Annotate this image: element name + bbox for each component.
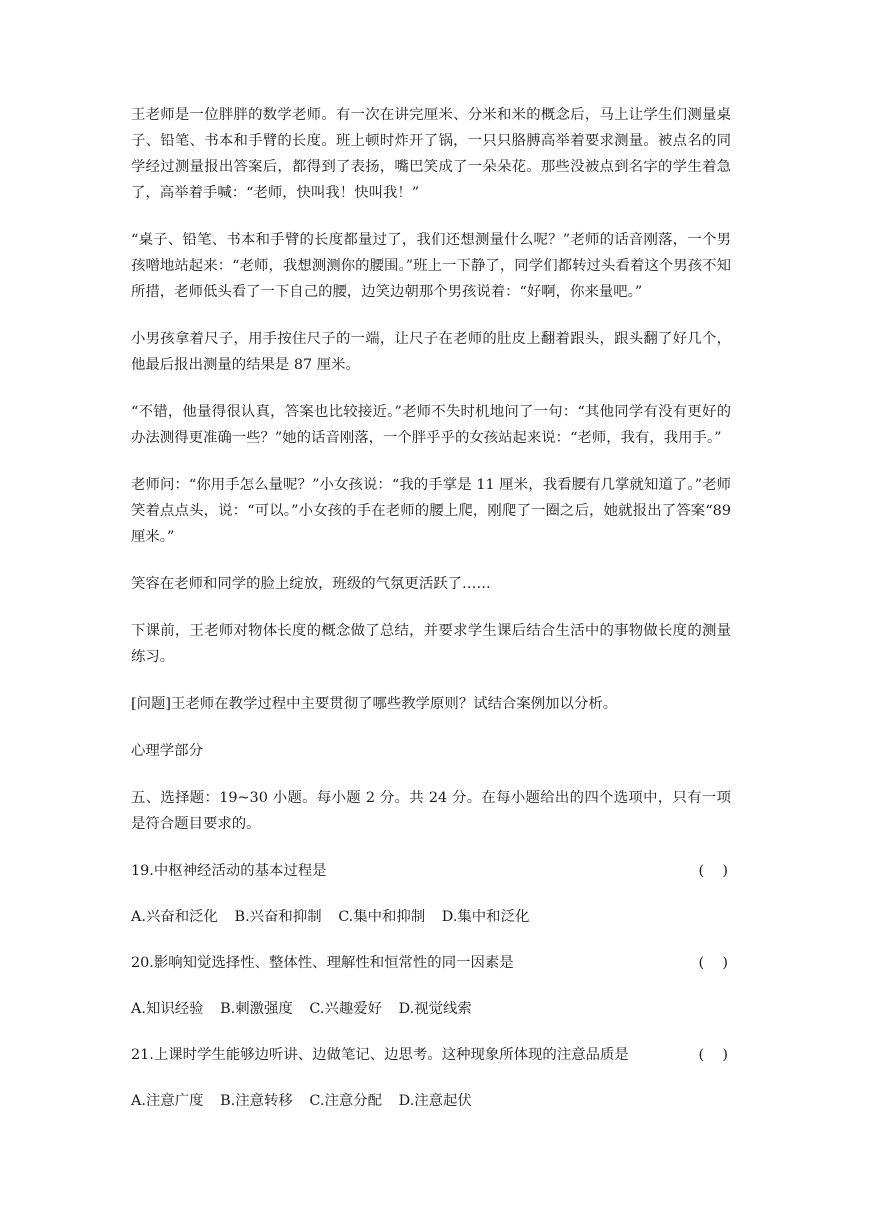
question-20 — [131, 950, 731, 976]
question-19 — [131, 858, 731, 884]
question-19-option-c: C.集中和抑制 — [338, 909, 426, 925]
section-heading: 心理学部分 — [131, 743, 203, 759]
case-paragraph-3: 小男孩拿着尺子，用手按住尺子的一端，让尺子在老师的肚皮上翻着跟头，跟头翻了好几个，他最后报出测量的结果是 87 厘米。 — [131, 331, 731, 373]
case-paragraph-2: “桌子、铅笔、书本和手臂的长度都量过了，我们还想测量什么呢？”老师的话音刚落，一个男孩噌地站起来：“老师，我想测测你的腰围。”班上一下静了，同学们都转过头看着这个男孩不知所措，老师低头看了一下自己的腰，边笑边朝那个男孩说着：“好啊，你来量吧。” — [131, 232, 731, 300]
question-20-answer-blank: ( ) — [698, 955, 728, 971]
case-paragraph-5: 老师问：“你用手怎么量呢？”小女孩说：“我的手掌是 11 厘米，我看腰有几掌就知道了。”老师笑着点点头，说：“可以。”小女孩的手在老师的腰上爬，刚爬了一圈之后，她就报出了答案“89 厘米。” — [131, 477, 731, 545]
question-21-text: 21.上课时学生能够边听讲、边做笔记、边思考。这种现象所体现的注意品质是 — [131, 1047, 629, 1063]
case-paragraph-7: 下课前，王老师对物体长度的概念做了总结，并要求学生课后结合生活中的事物做长度的测量练习。 — [131, 623, 731, 665]
question-20-option-a: A.知识经验 — [131, 1001, 204, 1017]
question-20-option-c: C.兴趣爱好 — [309, 1001, 383, 1017]
question-19-option-b: B.兴奋和抑制 — [234, 909, 322, 925]
case-question: [问题]王老师在教学过程中主要贯彻了哪些教学原则？试结合案例加以分析。 — [131, 696, 618, 712]
question-20-text: 20.影响知觉选择性、整体性、理解性和恒常性的同一因素是 — [131, 955, 514, 971]
question-19-answer-blank: ( ) — [698, 863, 728, 879]
question-20-option-b: B.刺激强度 — [220, 1001, 293, 1017]
question-21 — [131, 1042, 731, 1068]
question-20-options — [131, 996, 731, 1022]
question-21-options — [131, 1088, 731, 1114]
question-19-options — [131, 904, 731, 930]
question-20-option-d: D.视觉线索 — [398, 1001, 472, 1017]
case-paragraph-6: 笑容在老师和同学的脸上绽放，班级的气氛更活跃了…… — [131, 576, 491, 592]
question-21-option-a: A.注意广度 — [131, 1093, 204, 1109]
question-21-option-c: C.注意分配 — [309, 1093, 383, 1109]
document-content — [131, 102, 731, 1134]
question-21-answer-blank: ( ) — [698, 1047, 728, 1063]
case-paragraph-1: 王老师是一位胖胖的数学老师。有一次在讲完厘米、分米和米的概念后，马上让学生们测量桌子、铅笔、书本和手臂的长度。班上顿时炸开了锅，一只只胳膊高举着要求测量。被点名的同学经过测量报出答案后，都得到了表扬，嘴巴笑成了一朵朵花。那些没被点到名字的学生着急了，高举着手喊：“老师，快叫我！快叫我！” — [131, 107, 731, 201]
question-19-text: 19.中枢神经活动的基本过程是 — [131, 863, 327, 879]
section-instructions: 五、选择题：19~30 小题。每小题 2 分。共 24 分。在每小题给出的四个选项中，只有一项是符合题目要求的。 — [131, 790, 731, 832]
case-paragraph-4: “不错，他量得很认真，答案也比较接近。”老师不失时机地问了一句：“其他同学有没有更好的办法测得更准确一些？”她的话音刚落，一个胖乎乎的女孩站起来说：“老师，我有，我用手。” — [131, 404, 731, 446]
question-21-option-b: B.注意转移 — [220, 1093, 293, 1109]
question-19-option-a: A.兴奋和泛化 — [131, 909, 218, 925]
question-21-option-d: D.注意起伏 — [398, 1093, 472, 1109]
question-19-option-d: D.集中和泛化 — [441, 909, 530, 925]
